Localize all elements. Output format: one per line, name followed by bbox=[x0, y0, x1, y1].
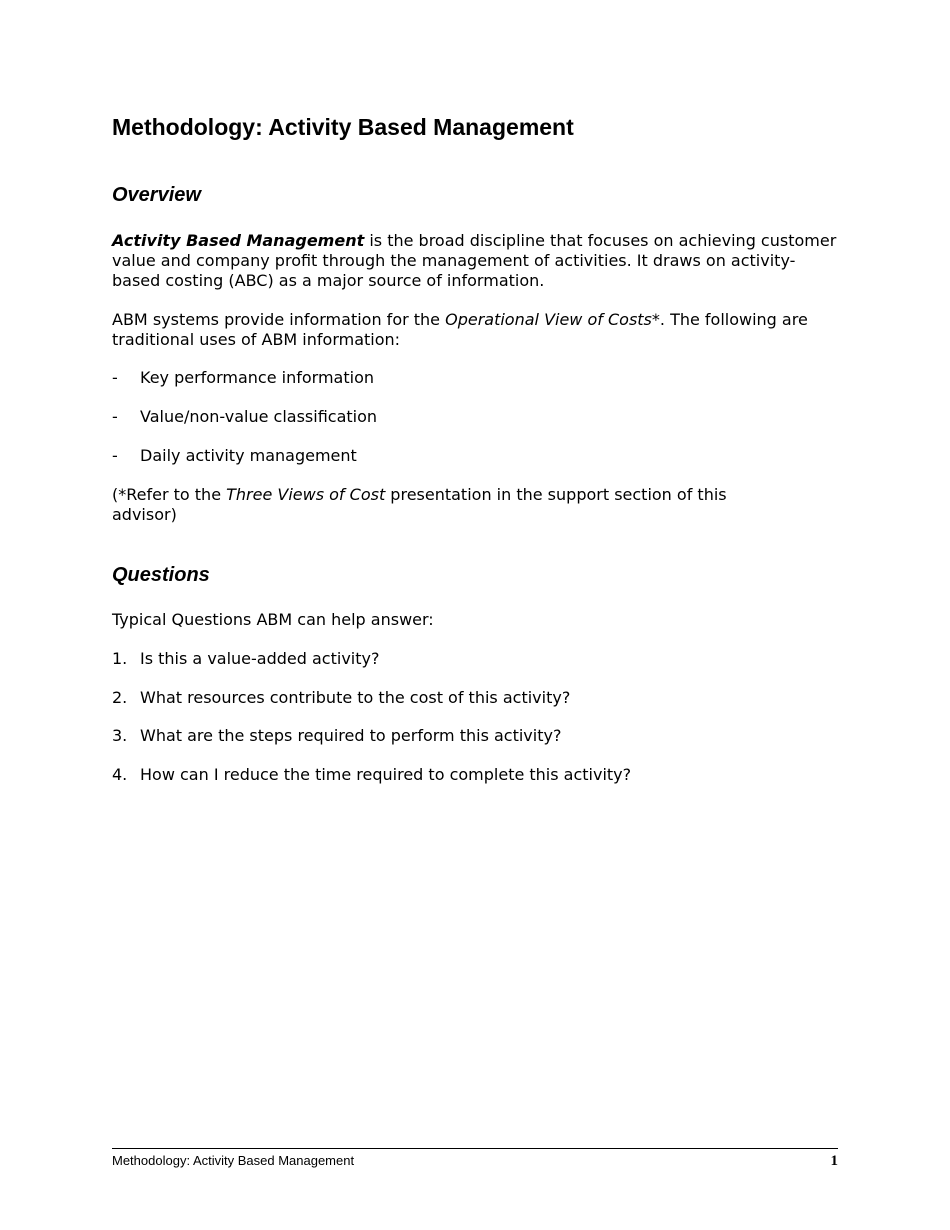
list-item-text: Value/non-value classification bbox=[140, 407, 378, 426]
footer-divider bbox=[112, 1148, 838, 1149]
page-title: Methodology: Activity Based Management bbox=[112, 114, 574, 140]
questions-intro: Typical Questions ABM can help answer: bbox=[112, 610, 434, 629]
overview-paragraph-2 bbox=[112, 310, 842, 350]
question-item bbox=[112, 726, 842, 746]
question-item bbox=[112, 688, 842, 708]
bullet-dash: - bbox=[112, 446, 118, 465]
page-number: 1 bbox=[830, 1153, 838, 1169]
list-item bbox=[112, 446, 842, 466]
overview-paragraph-2-before: ABM systems provide information for the bbox=[112, 310, 446, 329]
bullet-dash: - bbox=[112, 368, 118, 387]
question-number: 2. bbox=[112, 688, 128, 707]
question-text: What resources contribute to the cost of this activity? bbox=[140, 688, 571, 707]
bullet-dash: - bbox=[112, 407, 118, 426]
question-number: 3. bbox=[112, 726, 128, 745]
reference-note-after: presentation in the support section of this advisor) bbox=[112, 485, 727, 524]
question-item bbox=[112, 765, 842, 785]
overview-paragraph-1-text: is the broad discipline that focuses on achieving customer value and company profit through the management of activities. It draws on activity-based costing (ABC) as a major source of information. bbox=[112, 231, 837, 290]
reference-note bbox=[112, 485, 792, 525]
reference-note-before: (*Refer to the bbox=[112, 485, 227, 504]
question-text: How can I reduce the time required to complete this activity? bbox=[140, 765, 632, 784]
overview-paragraph-2-after: *. The following are traditional uses of ABM information: bbox=[112, 310, 808, 349]
question-item bbox=[112, 649, 842, 669]
overview-paragraph-1 bbox=[112, 231, 842, 291]
list-item bbox=[112, 407, 842, 427]
question-number: 1. bbox=[112, 649, 128, 668]
abm-term: Activity Based Management bbox=[112, 231, 365, 250]
list-item-text: Daily activity management bbox=[140, 446, 357, 465]
overview-heading: Overview bbox=[112, 184, 201, 206]
list-item-text: Key performance information bbox=[140, 368, 374, 387]
operational-view-emphasis: Operational View of Costs bbox=[445, 310, 652, 329]
question-number: 4. bbox=[112, 765, 128, 784]
question-text: What are the steps required to perform this activity? bbox=[140, 726, 562, 745]
list-item bbox=[112, 368, 842, 388]
question-text: Is this a value-added activity? bbox=[140, 649, 380, 668]
footer-title: Methodology: Activity Based Management bbox=[112, 1153, 355, 1168]
questions-heading: Questions bbox=[112, 564, 210, 586]
three-views-emphasis: Three Views of Cost bbox=[226, 485, 386, 504]
